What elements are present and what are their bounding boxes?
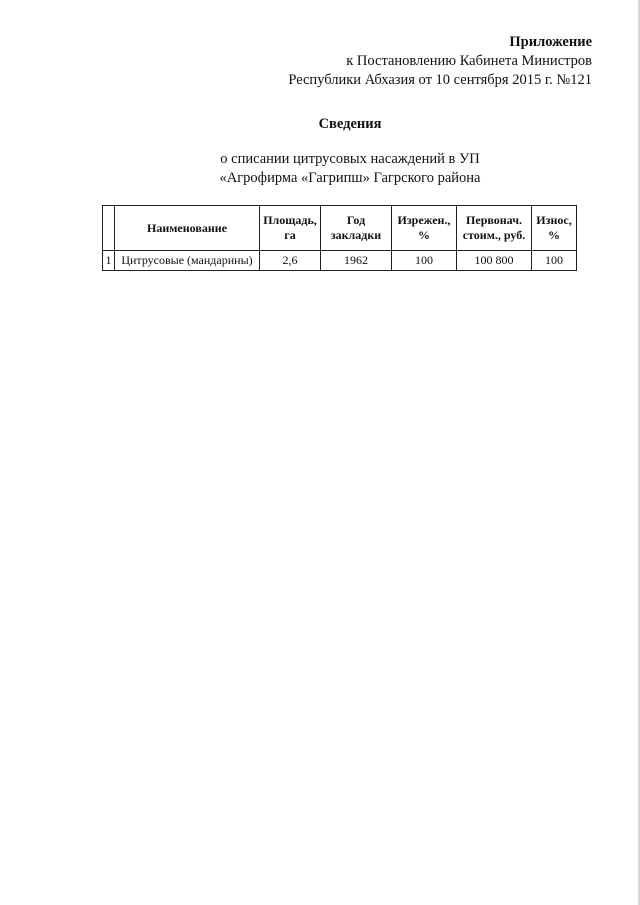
write-off-table: [102, 205, 577, 271]
table-header-row: [103, 206, 577, 251]
appendix-header: [288, 33, 592, 90]
header-cost: Первонач. стоим., руб.: [457, 206, 532, 251]
header-cut: Изрежен., %: [392, 206, 457, 251]
cell-cost: 100 800: [457, 251, 532, 271]
header-number: [103, 206, 115, 251]
document-subtitle-line2: «Агрофирма «Гагрипш» Гагрского района: [219, 170, 481, 186]
cell-name: Цитрусовые (мандарины): [115, 251, 260, 271]
appendix-date-number: Республики Абхазия от 10 сентября 2015 г. №121: [288, 72, 592, 88]
document-title-block: [0, 115, 640, 188]
cell-cut: 100: [392, 251, 457, 271]
header-wear: Износ, %: [532, 206, 577, 251]
header-area: Площадь, га: [260, 206, 321, 251]
document-heading: Сведения: [318, 116, 382, 132]
header-year: Год закладки: [321, 206, 392, 251]
appendix-reference: к Постановлению Кабинета Министров: [346, 53, 592, 69]
document-subtitle-line1: о списании цитрусовых насаждений в УП: [220, 151, 480, 167]
cell-year: 1962: [321, 251, 392, 271]
cell-wear: 100: [532, 251, 577, 271]
cell-area: 2,6: [260, 251, 321, 271]
table-row: [103, 251, 577, 271]
appendix-title: Приложение: [509, 34, 592, 50]
header-name: Наименование: [115, 206, 260, 251]
cell-number: 1: [103, 251, 115, 271]
